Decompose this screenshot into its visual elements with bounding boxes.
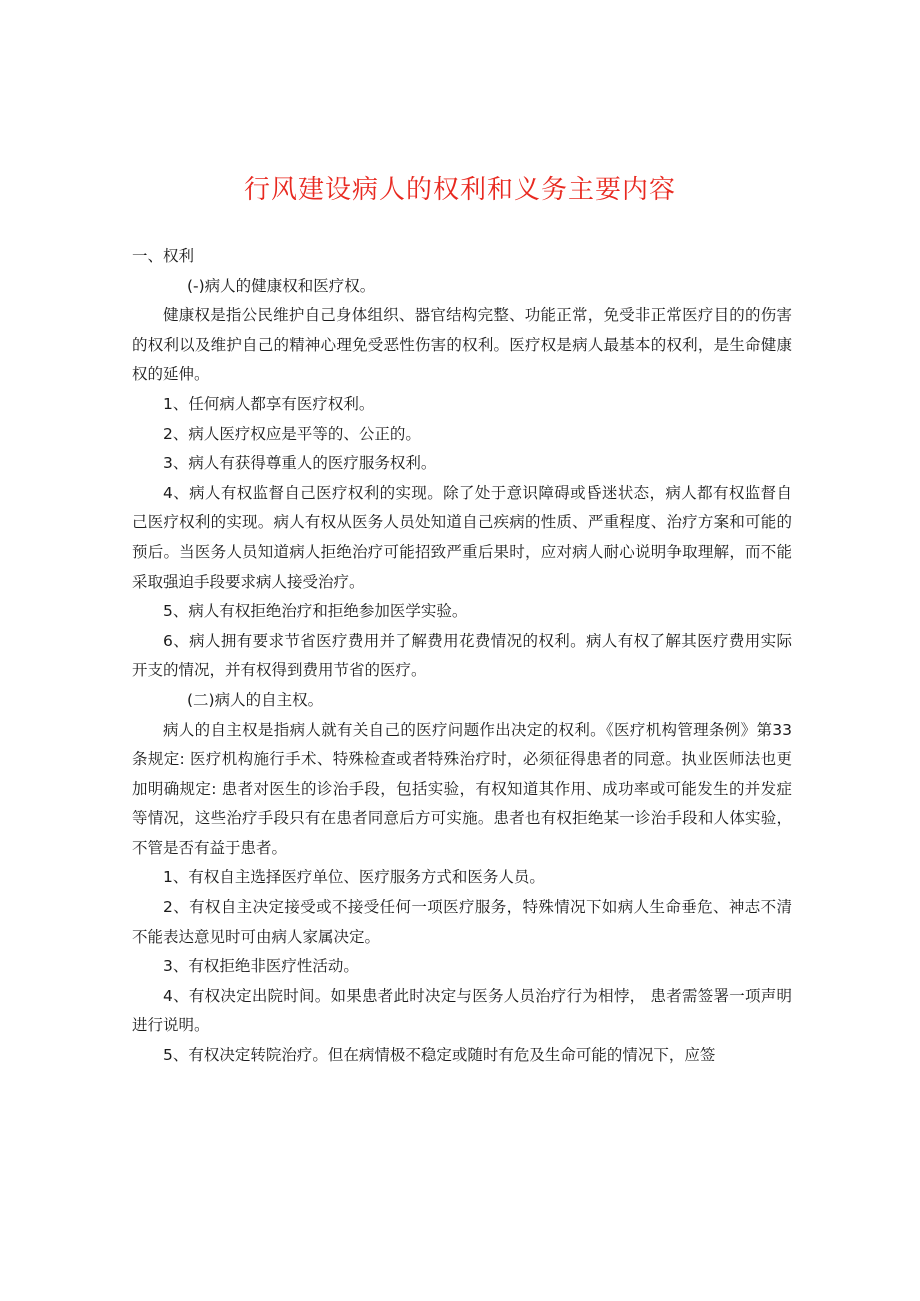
body-paragraph: 2、病人医疗权应是平等的、公正的。 — [163, 424, 421, 443]
document-body — [132, 242, 792, 1071]
body-paragraph: 6、病人拥有要求节省医疗费用并了解费用花费情况的权利。病人有权了解其医疗费用实际开支的情况，并有权得到费用节省的医疗。 — [132, 631, 792, 680]
body-paragraph: 5、有权决定转院治疗。但在病情极不稳定或随时有危及生命可能的情况下，应签 — [163, 1046, 716, 1065]
document-title: 行风建设病人的权利和义务主要内容 — [243, 175, 676, 205]
body-paragraph: 病人的自主权是指病人就有关自己的医疗问题作出决定的权利。《医疗机构管理条例》第33条规定: 医疗机构施行手术、特殊检查或者特殊治疗时，必须征得患者的同意。执业医师法也更加明确规定: 患者对医生的诊治手段，包括实验，有权知道其作用、成功率或可能发生的并发症等情况，这些治疗手段只有在患者同意后方可实施。患者也有权拒绝某一诊治手段和人体实验，不管是否有益于患者。 — [132, 720, 792, 857]
body-paragraph: 4、病人有权监督自己医疗权利的实现。除了处于意识障碍或昏迷状态，病人都有权监督自己医疗权利的实现。病人有权从医务人员处知道自己疾病的性质、严重程度、治疗方案和可能的预后。当医务人员知道病人拒绝治疗可能招致严重后果时，应对病人耐心说明争取理解，而不能采取强迫手段要求病人接受治疗。 — [132, 483, 792, 591]
body-paragraph: 2、有权自主决定接受或不接受任何一项医疗服务，特殊情况下如病人生命垂危、神志不清不能表达意见时可由病人家属决定。 — [132, 898, 792, 946]
subsection-heading: (二)病人的自主权。 — [187, 690, 324, 709]
subsection-heading: (-)病人的健康权和医疗权。 — [187, 276, 376, 295]
body-paragraph: 3、有权拒绝非医疗性活动。 — [163, 957, 359, 976]
body-paragraph: 4、有权决定出院时间。如果患者此时决定与医务人员治疗行为相悖， 患者需签署一项声明进行说明。 — [132, 986, 792, 1035]
body-paragraph: 健康权是指公民维护自己身体组织、器官结构完整、功能正常，免受非正常医疗目的的伤害的权利以及维护自己的精神心理免受恶性伤害的权利。医疗权是病人最基本的权利，是生命健康权的延伸。 — [132, 306, 792, 384]
body-paragraph: 3、病人有获得尊重人的医疗服务权利。 — [163, 454, 437, 473]
body-paragraph: 1、任何病人都享有医疗权利。 — [163, 394, 375, 413]
section-heading: 一、权利 — [132, 247, 195, 265]
body-paragraph: 1、有权自主选择医疗单位、医疗服务方式和医务人员。 — [163, 868, 545, 887]
body-paragraph: 5、病人有权拒绝治疗和拒绝参加医学实验。 — [163, 602, 468, 621]
